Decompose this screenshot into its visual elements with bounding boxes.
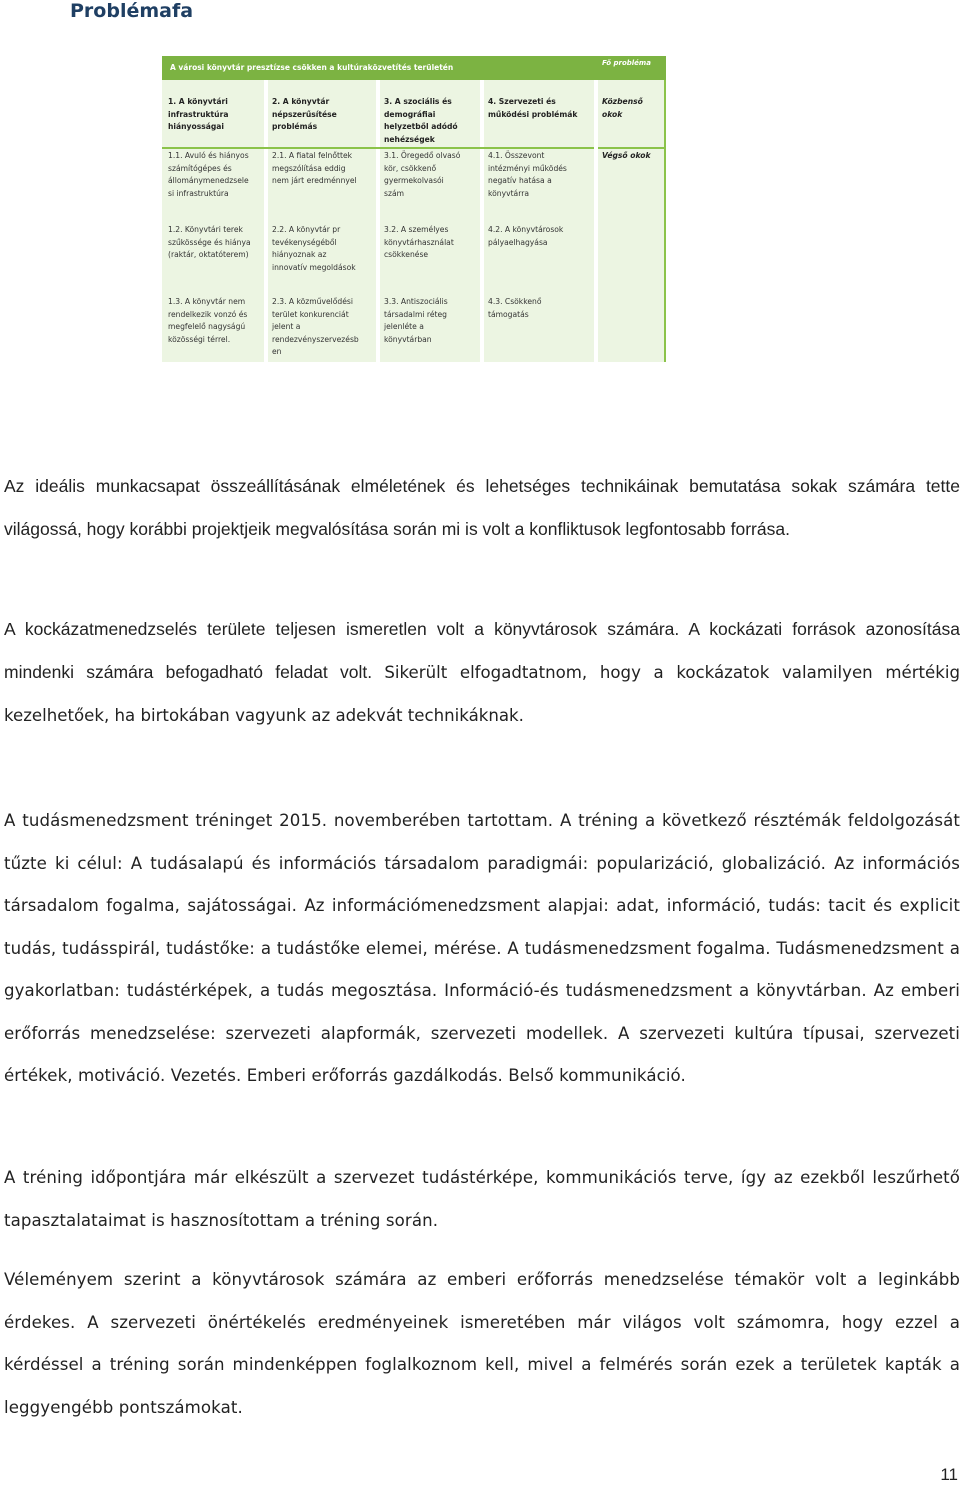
tree-cell — [272, 224, 376, 274]
tree-text-line: hiányoznak az — [272, 250, 327, 259]
page-number: 11 — [940, 1465, 958, 1484]
tree-text-line: csökkenése — [384, 250, 429, 259]
tree-text-line: 3.3. Antiszociális — [384, 297, 448, 306]
tree-text-line: jelenléte a — [384, 322, 424, 331]
tree-text-line: Végső okok — [602, 151, 651, 160]
tree-text-line: 2.3. A közművelődési — [272, 297, 353, 306]
tree-text-line: terület konkurenciát — [272, 309, 349, 319]
tree-text-line: megszólítása eddig — [272, 163, 346, 173]
tree-text-line: támogatás — [488, 309, 529, 319]
tree-label-intermediate-causes — [602, 96, 662, 121]
paragraph-human-resources: Véleményem szerint a könyvtárosok számára az emberi erőforrás menedzselése témakör volt a leginkább érdekes. A szervezeti önértékelés eredményeinek ismeretében már világos volt számomra, hogy ezzel a kérdéssel a tréning során mindenképpen foglalkoznom kell, mivel a felmérés során ezek a területek kapták a leggyengébb pontszámokat. — [4, 1270, 960, 1417]
tree-text-line: 3. A szociális és — [384, 97, 452, 106]
tree-cell — [272, 296, 376, 359]
tree-title-bar — [162, 56, 666, 80]
tree-text-line: okok — [602, 109, 623, 119]
tree-text-line: 4.3. Csökkenő — [488, 297, 542, 306]
tree-column-side — [598, 80, 666, 362]
paragraph-knowledge-training — [4, 800, 960, 1098]
tree-text-line: problémás — [272, 122, 318, 131]
tree-text-line: 1.3. A könyvtár nem — [168, 297, 246, 306]
paragraph-knowledge-map: A tréning időpontjára már elkészült a szervezet tudástérképe, kommunikációs terve, így az ezekből leszűrhető tapasztalataimat is hasznosítottam a tréning során. — [4, 1168, 960, 1230]
tree-text-line: demográfiai — [384, 109, 436, 119]
tree-text-line: en — [272, 347, 282, 356]
tree-text-line: gyermekolvasói — [384, 176, 444, 185]
paragraph-sentence: A tréning a következő résztémák feldolgozását tűzte ki célul: A tudásalapú és információs társadalom paradigmái: popularizáció, globalizáció. Az információs társadalom fogalma, sajátosságai. Az információmenedzsment alapjai: adat, információ, tudás: tacit és explicit tudás, tudásspirál, tudástőke: a tudástőke elemei, mérése. A tudásmenedzsment fogalma. Tudásmenedzsment a gyakorlatban: tudástérképek, a tudás megosztása. Információ-és tudásmenedzsment a könyvtárban. Az emberi erőforrás menedzselése: szervezeti alapformák, szervezeti modellek. A szervezeti kultúra típusai, szervezeti értékek, motiváció. Vezetés. Emberi erőforrás gazdálkodás. Belső kommunikáció. — [4, 811, 960, 1085]
tree-cell — [168, 224, 266, 262]
tree-header-2 — [272, 96, 372, 134]
tree-text-line: 1.2. Könyvtári terek — [168, 225, 243, 234]
tree-text-line: rendelkezik vonzó és — [168, 309, 248, 319]
tree-text-line: könyvtárra — [488, 188, 529, 198]
tree-text-line: hiányosságai — [168, 122, 225, 131]
tree-text-line: rendezvényszervezésb — [272, 334, 359, 344]
tree-header-3 — [384, 96, 480, 146]
tree-text-line: 1. A könyvtári — [168, 97, 228, 106]
paragraph-sentence: Sikerült elfogadtatnom, hogy a kockázatok valamilyen mértékig kezelhetőek, ha birtokában vagyunk az adekvát technikáknak. — [4, 662, 960, 725]
tree-cell — [488, 296, 594, 321]
tree-text-line: si infrastruktúra — [168, 188, 229, 198]
tree-text-line: közösségi térrel. — [168, 334, 231, 344]
tree-text-line: innovatív megoldások — [272, 262, 356, 272]
tree-text-line: kör, csökkenő — [384, 163, 437, 173]
tree-divider — [162, 147, 594, 149]
tree-text-line: 1.1. Avuló és hiányos — [168, 151, 249, 160]
tree-header-4 — [488, 96, 592, 121]
tree-label-final-causes — [602, 150, 664, 163]
tree-text-line: szűkössége és hiánya — [168, 237, 251, 247]
tree-text-line: könyvtárban — [384, 334, 432, 344]
tree-text-line: nem járt eredménnyel — [272, 176, 357, 185]
paragraph-team-building: Az ideális munkacsapat összeállításának elméletének és lehetséges technikáinak bemutatása sokak számára tette világossá, hogy korábbi projektjeik megvalósítása során mi is volt a konfliktusok legfontosabb forrása. — [4, 476, 960, 539]
tree-text-line: állománymenedzsele — [168, 176, 249, 185]
tree-text-line: szám — [384, 188, 404, 198]
tree-text-line: infrastruktúra — [168, 109, 229, 119]
tree-text-line: helyzetből adódó — [384, 122, 458, 131]
tree-text-line: Közbenső — [602, 97, 643, 106]
tree-text-line: 3.2. A személyes — [384, 225, 449, 234]
tree-text-line: negatív hatása a — [488, 176, 552, 185]
tree-cell — [488, 224, 594, 249]
tree-cell — [384, 224, 480, 262]
tree-text-line: 4. Szervezeti és — [488, 97, 556, 106]
problem-tree-figure — [162, 56, 666, 362]
tree-title: A városi könyvtár presztízse csökken a kultúraközvetítés területén — [170, 63, 454, 72]
tree-text-line: számítógépes és — [168, 163, 232, 173]
paragraph-risk-management — [4, 608, 960, 738]
tree-text-line: társadalmi réteg — [384, 309, 447, 319]
tree-text-line: (raktár, oktatóterem) — [168, 250, 249, 259]
tree-header-1 — [168, 96, 262, 134]
tree-text-line: 2.1. A fiatal felnőttek — [272, 151, 353, 160]
tree-divider — [598, 147, 666, 149]
tree-text-line: könyvtárhasználat — [384, 237, 454, 247]
tree-cell — [168, 150, 266, 200]
tree-text-line: intézményi működés — [488, 163, 567, 173]
tree-text-line: tevékenységéből — [272, 237, 337, 247]
tree-text-line: nehézségek — [384, 134, 435, 144]
paragraph-sentence: A tudásmenedzsment tréninget 2015. novemberében tartottam. — [4, 811, 554, 830]
tree-text-line: 4.1. Összevont — [488, 151, 545, 160]
tree-cell — [488, 150, 594, 200]
tree-cell — [168, 296, 266, 346]
tree-main-problem-label: Fő probléma — [602, 59, 651, 67]
tree-cell — [384, 150, 480, 200]
page-heading: Problémafa — [70, 0, 194, 22]
tree-divider — [664, 80, 666, 362]
paragraph-sentence: A kockázatmenedzselés területe teljesen ismeretlen volt a könyvtárosok számára. A kockázati források azonosítása mindenki számára befogadható feladat volt. — [4, 619, 960, 682]
tree-cell — [384, 296, 480, 346]
tree-text-line: működési problémák — [488, 109, 578, 119]
tree-text-line: 3.1. Öregedő olvasó — [384, 151, 461, 160]
tree-text-line: jelent a — [272, 322, 301, 331]
tree-text-line: népszerűsítése — [272, 109, 337, 119]
tree-text-line: megfelelő nagyságú — [168, 322, 246, 331]
tree-cell — [272, 150, 376, 188]
tree-text-line: 4.2. A könyvtárosok — [488, 225, 564, 234]
tree-text-line: 2. A könyvtár — [272, 97, 330, 106]
tree-text-line: pályaelhagyása — [488, 237, 548, 247]
tree-text-line: 2.2. A könyvtár pr — [272, 225, 341, 234]
